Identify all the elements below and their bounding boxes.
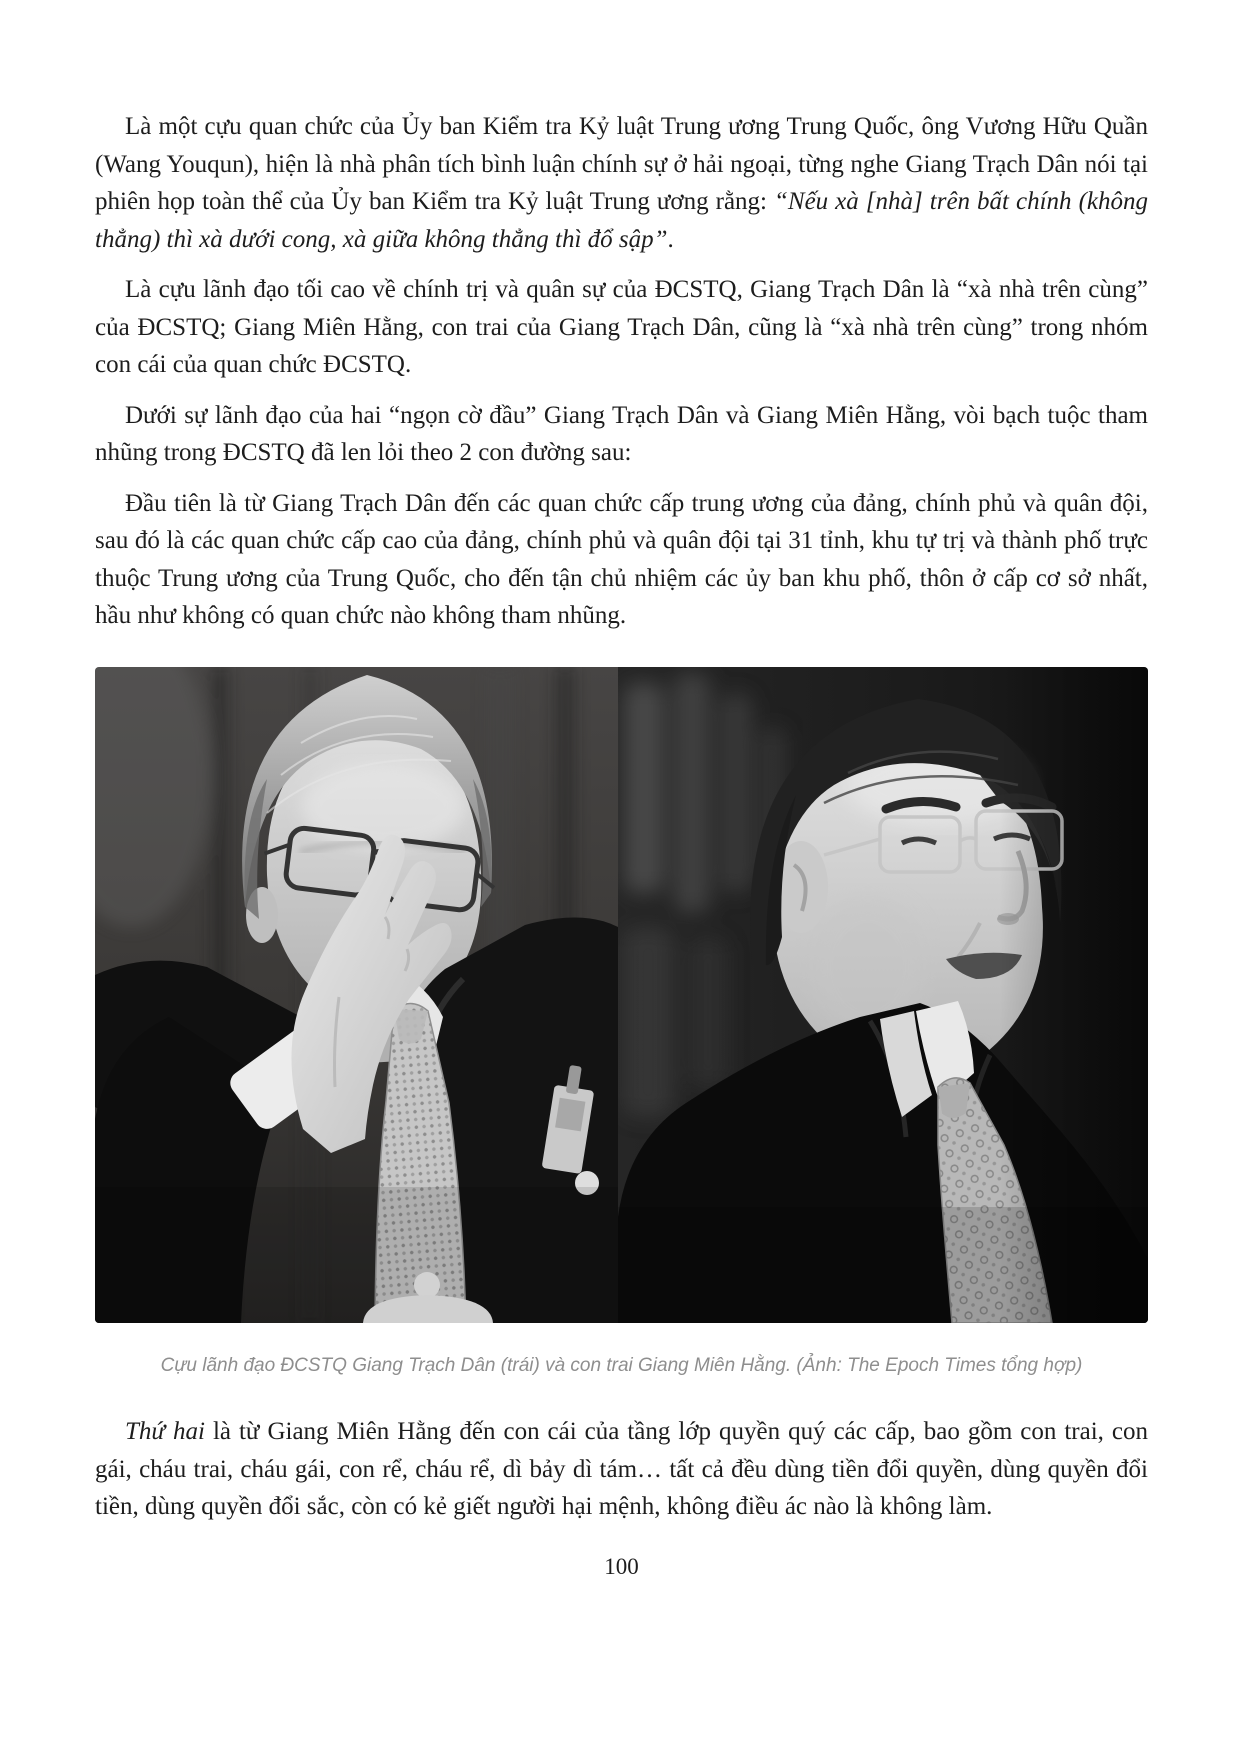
paragraph-2 bbox=[95, 271, 1148, 384]
text-segment: là từ Giang Miên Hằng đến con cái của tầng lớp quyền quý các cấp, bao gồm con trai, con gái, cháu trai, cháu gái, con rể, cháu rể, dì bảy dì tám… tất cả đều dùng tiền đổi quyền, dùng quyền đổi tiền, dùng quyền đổi sắc, còn có kẻ giết người hại mệnh, không điều ác nào là không làm. bbox=[95, 1418, 1148, 1521]
text-segment: Thứ hai bbox=[125, 1418, 205, 1446]
text-segment: “Nếu xà [nhà] trên bất chính (không thẳng) thì xà dưới cong, xà giữa không thẳng thì đổ sập” bbox=[95, 188, 1148, 253]
figure-caption: Cựu lãnh đạo ĐCSTQ Giang Trạch Dân (trái) và con trai Giang Miên Hằng. (Ảnh: The Epoch Times tổng hợp) bbox=[160, 1354, 1083, 1376]
text-segment: Là một cựu quan chức của Ủy ban Kiểm tra Kỷ luật Trung ương Trung Quốc, ông Vương Hữu Quần (Wang Youqun), hiện là nhà phân tích bình luận chính sự ở hải ngoại, từng nghe Giang Trạch Dân nói tại phiên họp toàn thể của Ủy ban Kiểm tra Kỷ luật Trung ương rằng: bbox=[95, 113, 1148, 215]
portrait-photo-left bbox=[95, 667, 618, 1323]
photo-composite bbox=[95, 667, 1148, 1323]
page-number: 100 bbox=[604, 1553, 639, 1579]
text-segment: Là cựu lãnh đạo tối cao về chính trị và quân sự của ĐCSTQ, Giang Trạch Dân là “xà nhà trên cùng” của ĐCSTQ; Giang Miên Hằng, con trai của Giang Trạch Dân, cũng là “xà nhà trên cùng” trong nhóm con cái của quan chức ĐCSTQ. bbox=[95, 276, 1148, 378]
page-footer bbox=[95, 1554, 1148, 1580]
text-segment: Dưới sự lãnh đạo của hai “ngọn cờ đầu” Giang Trạch Dân và Giang Miên Hằng, vòi bạch tuộc tham nhũng trong ĐCSTQ đã len lỏi theo 2 con đường sau: bbox=[95, 401, 1148, 466]
text-segment: Đầu tiên là từ Giang Trạch Dân đến các quan chức cấp trung ương của đảng, chính phủ và quân đội, sau đó là các quan chức cấp cao của đảng, chính phủ và quân đội tại 31 tỉnh, khu tự trị và thành phố trực thuộc Trung ương của Trung Quốc, cho đến tận chủ nhiệm các ủy ban khu phố, thôn ở cấp cơ sở nhất, hầu như không có quan chức nào không tham nhũng. bbox=[95, 489, 1148, 629]
paragraph-4 bbox=[95, 485, 1148, 635]
portrait-photo-right bbox=[618, 667, 1148, 1323]
paragraph-3 bbox=[95, 397, 1148, 472]
paragraph-5 bbox=[95, 1413, 1148, 1526]
text-segment: . bbox=[667, 225, 674, 253]
paragraph-1 bbox=[95, 108, 1148, 258]
photo-figure bbox=[95, 667, 1148, 1380]
